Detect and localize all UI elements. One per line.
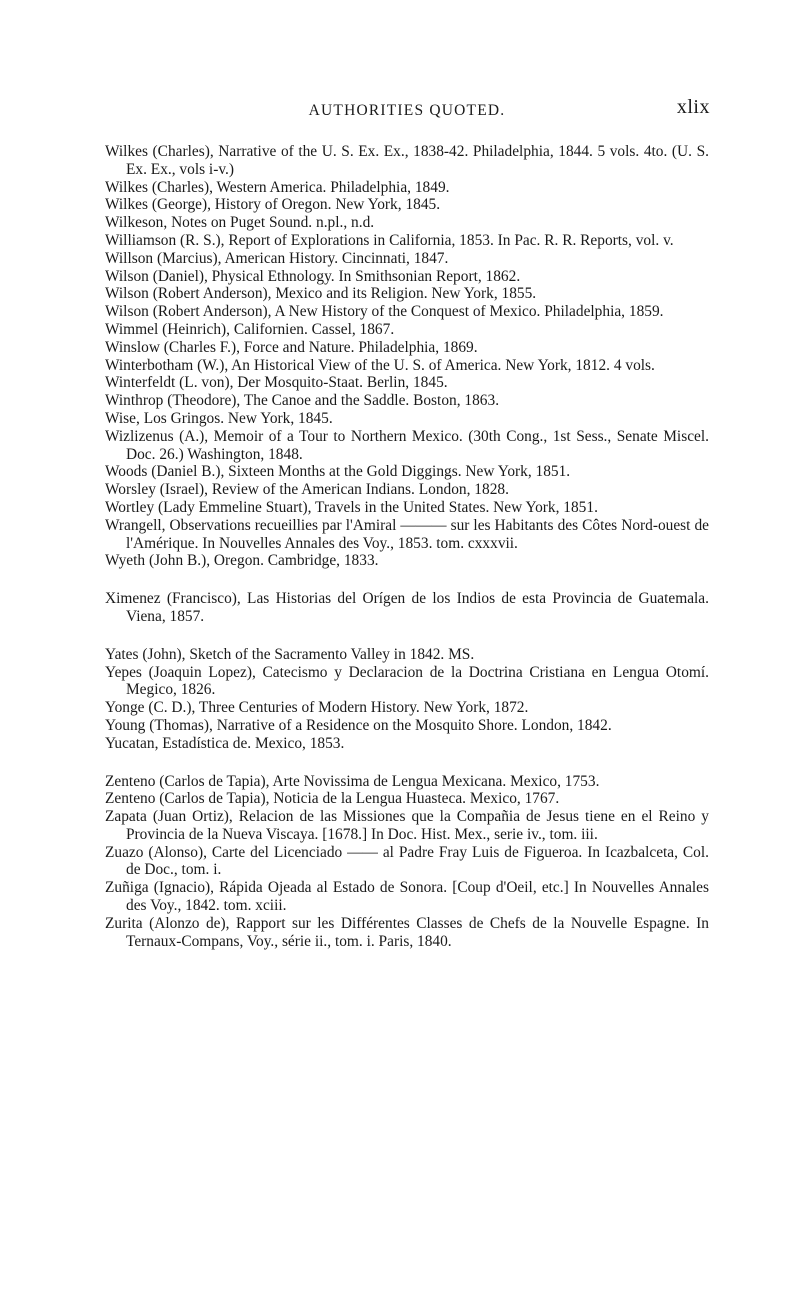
bibliography-entry: Wizlizenus (A.), Memoir of a Tour to Northern Mexico. (30th Cong., 1st Sess., Senate Miscel. Doc. 26.) Washington, 1848. [105, 427, 709, 463]
bibliography-entry: Winterfeldt (L. von), Der Mosquito-Staat. Berlin, 1845. [105, 374, 448, 392]
bibliography-entry: Ximenez (Francisco), Las Historias del Orígen de los Indios de esta Provincia de Guatemala. Viena, 1857. [105, 590, 709, 625]
running-head [104, 96, 710, 124]
bibliography-entry: Wortley (Lady Emmeline Stuart), Travels in the United States. New York, 1851. [105, 498, 598, 516]
bibliography-entry: Wise, Los Gringos. New York, 1845. [105, 409, 333, 427]
bibliography-entry: Woods (Daniel B.), Sixteen Months at the Gold Diggings. New York, 1851. [105, 463, 571, 481]
bibliography-entry: Wilson (Daniel), Physical Ethnology. In Smithsonian Report, 1862. [105, 267, 521, 285]
bibliography-entry: Williamson (R. S.), Report of Explorations in California, 1853. In Pac. R. R. Reports, vol. v. [105, 231, 674, 249]
bibliography-entry: Zenteno (Carlos de Tapia), Noticia de la Lengua Huasteca. Mexico, 1767. [105, 790, 560, 808]
bibliography-entry: Young (Thomas), Narrative of a Residence on the Mosquito Shore. London, 1842. [105, 716, 612, 734]
bibliography-entry: Zuñiga (Ignacio), Rápida Ojeada al Estado de Sonora. [Coup d'Oeil, etc.] In Nouvelles Annales des Voy., 1842. tom. xciii. [105, 879, 709, 915]
bibliography-entry: Wrangell, Observations recueillies par l'Amiral ——— sur les Habitants des Côtes Nord-ouest de l'Amérique. In Nouvelles Annales des Voy., 1853. tom. cxxxvii. [105, 516, 709, 552]
letter-group-z [105, 773, 709, 951]
bibliography-entry: Zuazo (Alonso), Carte del Licenciado —— al Padre Fray Luis de Figueroa. In Icazbalceta, Col. de Doc., tom. i. [105, 843, 709, 879]
bibliography-entry: Worsley (Israel), Review of the American Indians. London, 1828. [105, 481, 509, 499]
bibliography-entry: Willson (Marcius), American History. Cincinnati, 1847. [105, 249, 449, 267]
bibliography-entry: Yates (John), Sketch of the Sacramento Valley in 1842. MS. [105, 645, 475, 663]
bibliography-entry: Wyeth (John B.), Oregon. Cambridge, 1833. [105, 552, 379, 570]
bibliography-list [105, 143, 709, 950]
bibliography-entry: Zapata (Juan Ortiz), Relacion de las Missiones que la Compañia de Jesus tiene en el Reino y Provincia de la Nueva Viscaya. [1678.] In Doc. Hist. Mex., serie iv., tom. iii. [105, 808, 709, 843]
bibliography-entry: Winterbotham (W.), An Historical View of the U. S. of America. New York, 1812. 4 vols. [105, 356, 655, 374]
bibliography-entry: Zurita (Alonzo de), Rapport sur les Différentes Classes de Chefs de la Nouvelle Espagne. In Ternaux-Compans, Voy., série ii., tom. i. Paris, 1840. [105, 914, 709, 950]
bibliography-entry: Yepes (Joaquin Lopez), Catecismo y Declaracion de la Doctrina Cristiana en Lengua Otomí. Megico, 1826. [105, 663, 709, 699]
letter-group-w [105, 143, 709, 570]
bibliography-entry: Wilkes (George), History of Oregon. New York, 1845. [105, 196, 441, 214]
letter-group-y [105, 646, 709, 753]
bibliography-entry: Wilson (Robert Anderson), A New History of the Conquest of Mexico. Philadelphia, 1859. [105, 303, 664, 321]
bibliography-entry: Wilkeson, Notes on Puget Sound. n.pl., n.d. [105, 214, 375, 232]
bibliography-entry: Winthrop (Theodore), The Canoe and the Saddle. Boston, 1863. [105, 392, 500, 410]
page-number: xlix [676, 96, 710, 118]
bibliography-entry: Yonge (C. D.), Three Centuries of Modern History. New York, 1872. [105, 699, 529, 717]
running-title: AUTHORITIES QUOTED. [308, 102, 506, 119]
bibliography-entry: Wilkes (Charles), Narrative of the U. S. Ex. Ex., 1838-42. Philadelphia, 1844. 5 vols. 4to. (U. S. Ex. Ex., vols i-v.) [105, 143, 709, 178]
bibliography-entry: Wilson (Robert Anderson), Mexico and its Religion. New York, 1855. [105, 285, 537, 303]
letter-group-x [105, 590, 709, 626]
bibliography-entry: Winslow (Charles F.), Force and Nature. Philadelphia, 1869. [105, 338, 478, 356]
bibliography-entry: Yucatan, Estadística de. Mexico, 1853. [105, 734, 345, 752]
bibliography-entry: Zenteno (Carlos de Tapia), Arte Novissima de Lengua Mexicana. Mexico, 1753. [105, 772, 600, 790]
bibliography-entry: Wilkes (Charles), Western America. Philadelphia, 1849. [105, 178, 450, 196]
bibliography-entry: Wimmel (Heinrich), Californien. Cassel, 1867. [105, 320, 395, 338]
